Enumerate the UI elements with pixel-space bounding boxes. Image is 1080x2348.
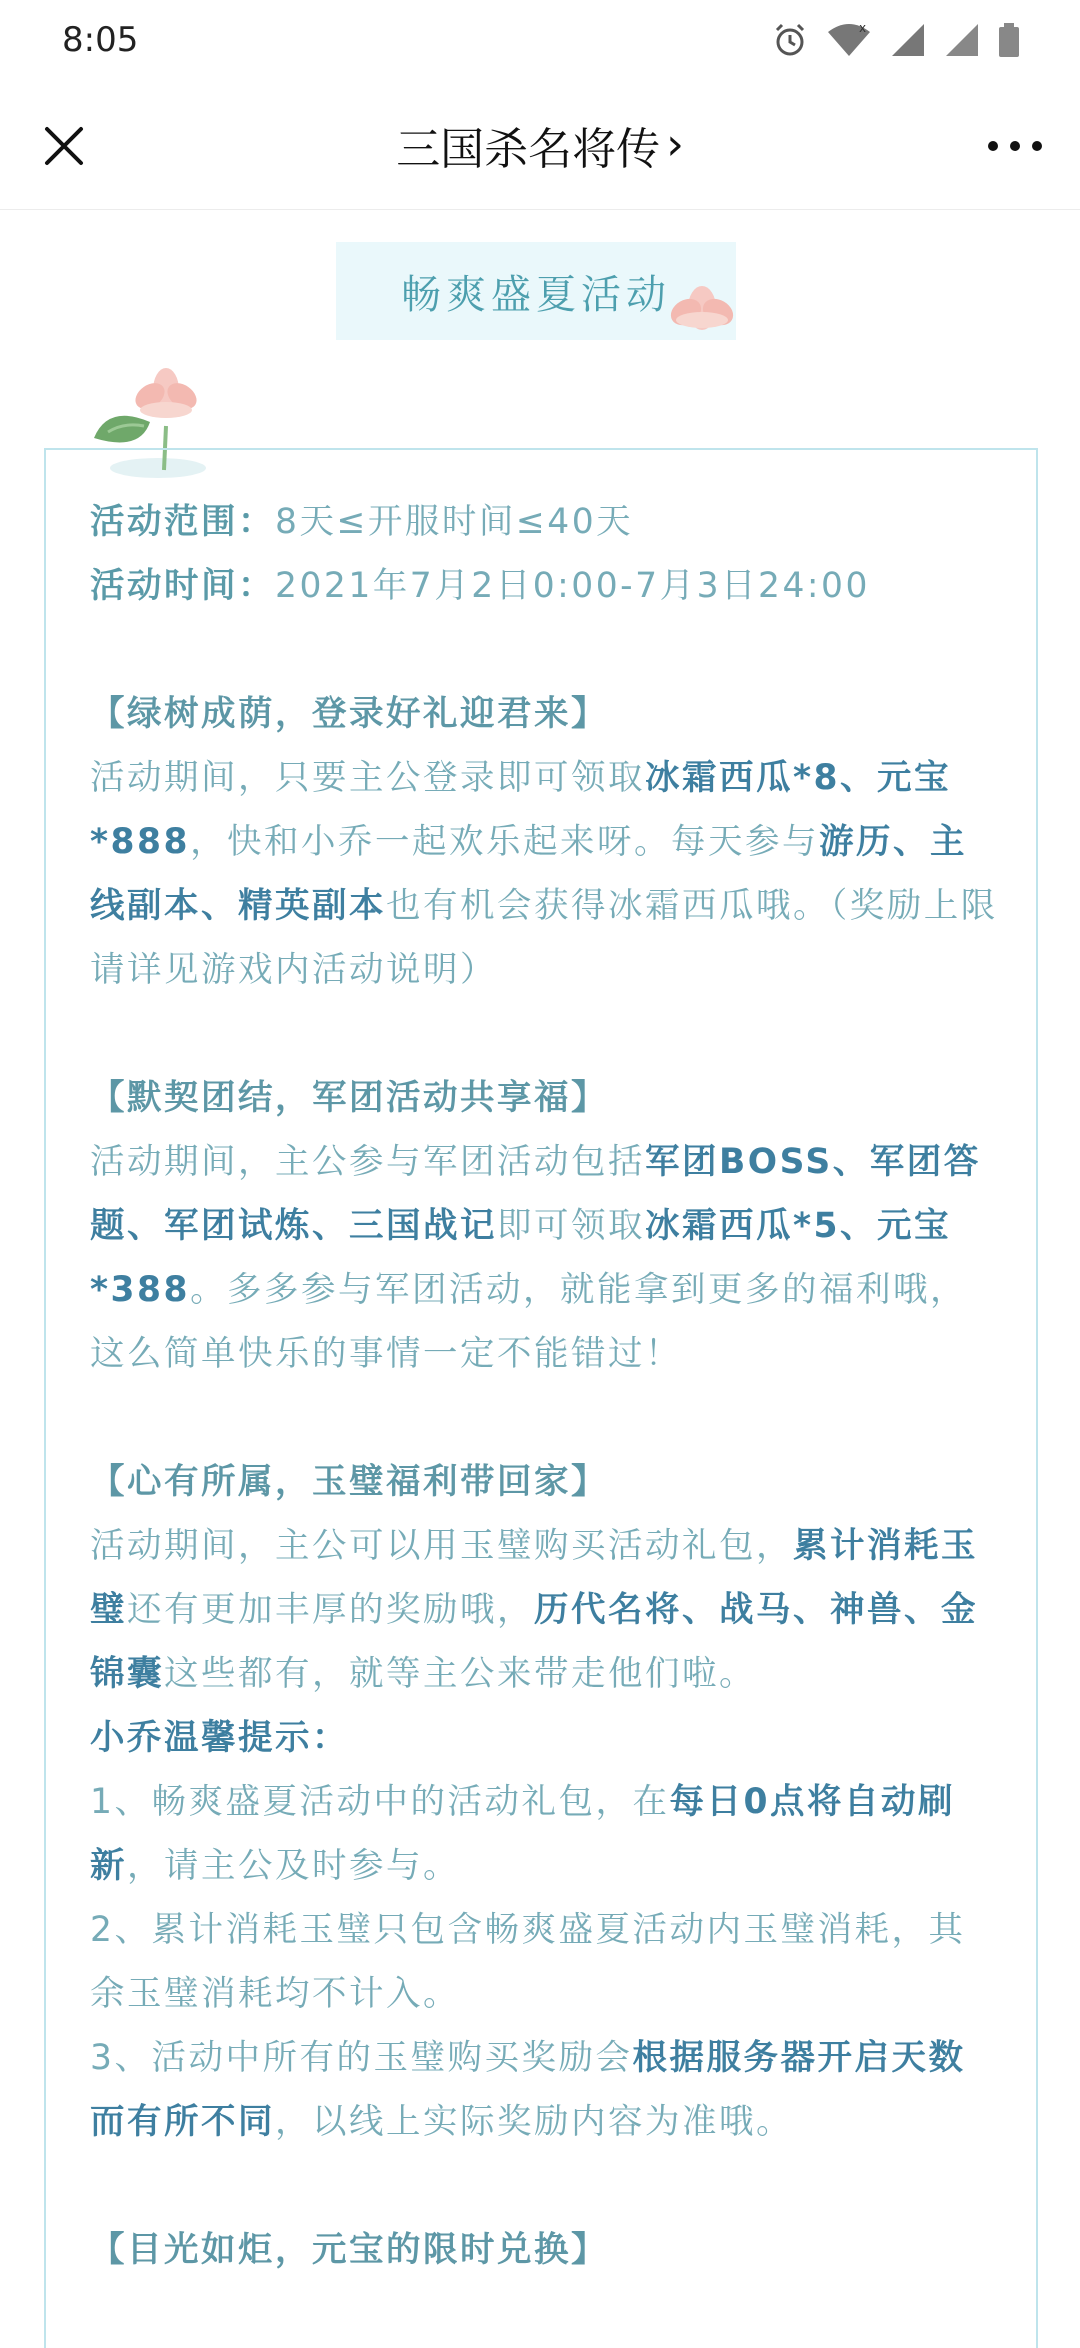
time-value: 2021年7月2日0:00-7月3日24:00 [275,566,870,606]
more-icon [987,140,1043,152]
section-body-legion: 活动期间，主公参与军团活动包括军团BOSS、军团答题、军团试炼、三国战记即可领取冰霜西瓜*5、元宝*388。多多参与军团活动，就能拿到更多的福利哦，这么简单快乐的事情一定不能错过！ [90,1142,981,1374]
range-line [90,490,1000,554]
page-title-text: 三国杀名将传 [396,123,661,175]
tip-item-3: 3、活动中所有的玉璧购买奖励会根据服务器开启天数而有所不同，以线上实际奖励内容为准哦。 [90,2038,966,2142]
time-label: 活动时间： [90,566,275,606]
section-body-login: 活动期间，只要主公登录即可领取冰霜西瓜*8、元宝*888，快和小乔一起欢乐起来呀。每天参与游历、主线副本、精英副本也有机会获得冰霜西瓜哦。（奖励上限请详见游戏内活动说明） [90,758,998,990]
wifi-icon [826,22,872,58]
activity-content [90,490,1000,2282]
nav-bar [0,80,1080,210]
section-body-jade: 活动期间，主公可以用玉璧购买活动礼包，累计消耗玉璧还有更加丰厚的奖励哦，历代名将、战马、神兽、金锦囊这些都有，就等主公来带走他们啦。 [90,1526,978,1694]
signal-icon [890,22,926,58]
range-label: 活动范围： [90,502,275,542]
alarm-icon [772,22,808,58]
page-title[interactable] [396,113,684,177]
range-value: 8天≤开服时间≤40天 [275,502,634,542]
more-button[interactable] [980,114,1050,178]
chevron-right-icon: › [666,119,684,170]
status-icons [772,22,1020,58]
section-heading-login: 【绿树成荫，登录好礼迎君来】 [90,694,608,734]
time-line [90,554,1000,618]
status-time: 8:05 [62,20,139,60]
close-button[interactable] [32,114,96,178]
section-heading-exchange: 【目光如炬，元宝的限时兑换】 [90,2230,608,2270]
close-icon [44,126,84,166]
banner-title: 畅爽盛夏活动 [401,271,671,318]
battery-icon [998,22,1020,58]
signal-icon-2 [944,22,980,58]
tip-item-2: 2、累计消耗玉璧只包含畅爽盛夏活动内玉璧消耗，其余玉璧消耗均不计入。 [90,1910,966,2014]
section-heading-legion: 【默契团结，军团活动共享福】 [90,1078,608,1118]
svg-text:x: x [859,22,867,35]
tip-item-1: 1、畅爽盛夏活动中的活动礼包，在每日0点将自动刷新，请主公及时参与。 [90,1782,955,1886]
section-heading-jade: 【心有所属，玉璧福利带回家】 [90,1462,608,1502]
lotus-flower-icon [660,272,744,336]
tips-heading: 小乔温馨提示： [90,1718,349,1758]
status-bar [0,0,1080,80]
